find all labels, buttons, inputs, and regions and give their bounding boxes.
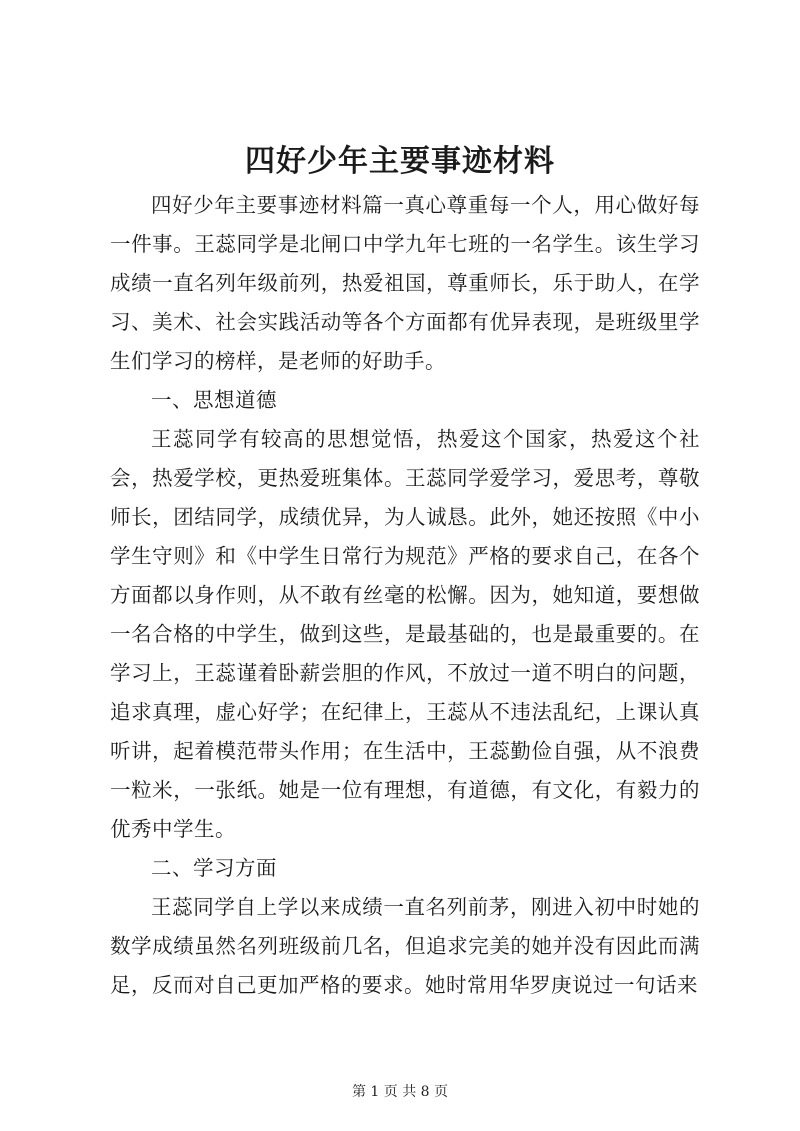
- section-heading-morality: 一、思想道德: [151, 388, 277, 412]
- intro-paragraph: 四好少年主要事迹材料篇一真心尊重每一个人，用心做好每一件事。王蕊同学是北闸口中学九年七班的一名学生。该生学习成绩一直名列年级前列，热爱祖国，尊重师长，乐于助人，在学习、美术、社会实践活动等各个方面都有优异表现，是班级里学生们学习的榜样，是老师的好助手。: [110, 193, 700, 373]
- section-heading-study: 二、学习方面: [151, 856, 277, 880]
- document-title: 四好少年主要事迹材料: [245, 144, 555, 179]
- study-paragraph: 王蕊同学自上学以来成绩一直名列前茅，刚进入初中时她的数学成绩虽然名列班级前几名，但追求完美的她并没有因此而满足，反而对自己更加严格的要求。她时常用华罗庚说过一句话来: [110, 895, 700, 997]
- document-body: [110, 186, 700, 1005]
- morality-paragraph: 王蕊同学有较高的思想觉悟，热爱这个国家，热爱这个社会，热爱学校，更热爱班集体。王蕊同学爱学习，爱思考，尊敬师长，团结同学，成绩优异，为人诚恳。此外，她还按照《中小学生守则》和《中学生日常行为规范》严格的要求自己，在各个方面都以身作则，从不敢有丝毫的松懈。因为，她知道，要想做一名合格的中学生，做到这些，是最基础的，也是最重要的。在学习上，王蕊谨着卧薪尝胆的作风，不放过一道不明白的问题，追求真理，虚心好学；在纪律上，王蕊从不违法乱纪，上课认真听讲，起着模范带头作用；在生活中，王蕊勤俭自强，从不浪费一粒米，一张纸。她是一位有理想，有道德，有文化，有毅力的优秀中学生。: [110, 427, 700, 841]
- page-footer: 第 1 页 共 8 页: [351, 1084, 449, 1100]
